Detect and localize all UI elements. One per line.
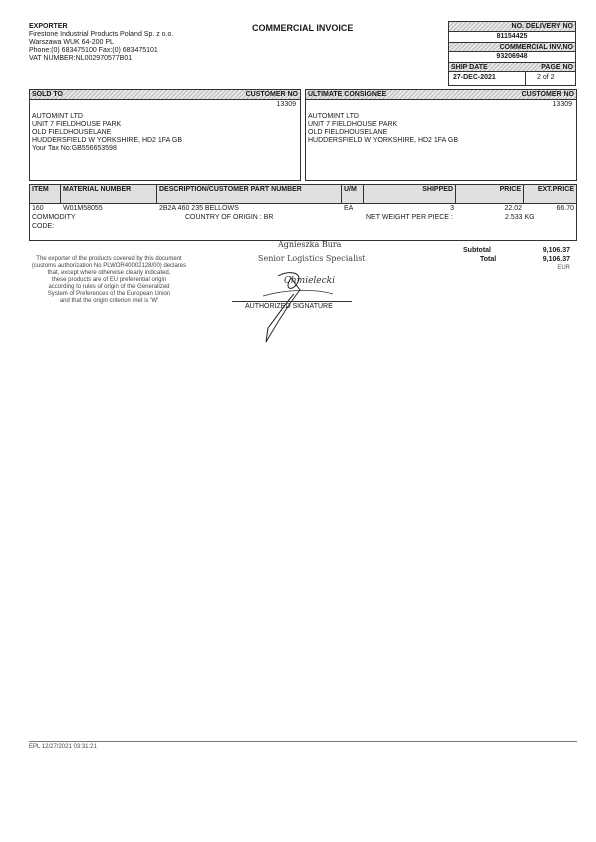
total-label: Total (480, 256, 497, 263)
declaration-line: The exporter of the products covered by this document (36, 256, 182, 262)
subtotal-label: Subtotal (463, 247, 491, 254)
net-weight-label: NET WEIGHT PER PIECE : (366, 214, 453, 221)
exporter-line: VAT NUMBER:NL002970577B01 (29, 55, 133, 62)
exporter-heading: EXPORTER (29, 23, 68, 30)
col-ext-price: EXT.PRICE (524, 185, 576, 203)
address-line: AUTOMINT LTD (32, 113, 83, 120)
divider (525, 72, 526, 86)
declaration-line: that, except where otherwise clearly indicated, (47, 270, 171, 276)
net-weight-value: 2.533 KG (505, 214, 535, 221)
col-shipped: SHIPPED (364, 185, 456, 203)
declaration-line: according to rules of origin of the Generalized (48, 284, 170, 290)
address-line: AUTOMINT LTD (308, 113, 359, 120)
ultimate-label: ULTIMATE CONSIGNEE (308, 91, 387, 98)
row-description: 2B2A 460 235 BELLOWS (159, 205, 239, 212)
address-line: HUDDERSFIELD W YORKSHIRE, HD2 1FA GB (308, 137, 459, 144)
subtotal-value: 9,106.37 (542, 247, 570, 254)
invoice-number: 93206948 (496, 53, 528, 60)
address-line: OLD FIELDHOUSELANE (32, 129, 112, 136)
date-page-header (449, 62, 575, 72)
invoice-label: COMMERCIAL INV.NO (449, 42, 575, 52)
row-item: 160 (32, 205, 44, 212)
commodity-label: COMMODITY (32, 214, 76, 221)
address-line: UNIT 7 FIELDHOUSE PARK (308, 121, 398, 128)
ultimate-customer-label: CUSTOMER NO (521, 91, 574, 98)
address-line: HUDDERSFIELD W YORKSHIRE, HD2 1FA GB (32, 137, 183, 144)
exporter-line: Warszawa WUK 64-200 PL (29, 39, 114, 46)
sold-to-header (30, 90, 300, 100)
page-label: PAGE NO (541, 64, 573, 71)
footer-rule (29, 741, 577, 742)
declaration-line: and that the origin criterion met is 'W' (59, 298, 159, 304)
ultimate-consignee-box (305, 89, 577, 181)
sold-to-customer-label: CUSTOMER NO (245, 91, 298, 98)
total-value: 9,106.37 (542, 256, 570, 263)
currency: EUR (557, 265, 570, 271)
ultimate-header (306, 90, 576, 100)
declaration-line: (customs authorization No PLWOR40002128/00) declares (31, 263, 187, 269)
row-uom: EA (344, 205, 354, 212)
declaration-line: these products are of EU preferential origin (51, 277, 167, 283)
row-material: W01M58055 (63, 205, 103, 212)
authorized-signature-label: AUTHORIZED SIGNATURE (245, 303, 333, 310)
ultimate-customer-number: 13309 (552, 101, 572, 108)
delivery-label: NO. DELIVERY NO (449, 22, 575, 32)
col-description: DESCRIPTION/CUSTOMER PART NUMBER (157, 185, 342, 203)
sold-to-label: SOLD TO (32, 91, 63, 98)
stamp-title: Senior Logistics Specialist (258, 254, 366, 263)
sold-to-customer-number: 13309 (276, 101, 296, 108)
signature-line (232, 301, 352, 302)
ship-date-label: SHIP DATE (451, 64, 488, 71)
handwritten-signature: Chmielecki (284, 276, 335, 286)
sold-to-address (32, 113, 182, 153)
address-line: Your Tax No:GB556653598 (32, 145, 117, 152)
col-material: MATERIAL NUMBER (61, 185, 157, 203)
country-of-origin: COUNTRY OF ORIGIN : BR (185, 214, 274, 221)
line-items-table (29, 184, 577, 241)
address-line: UNIT 7 FIELDHOUSE PARK (32, 121, 122, 128)
row-shipped: 3 (450, 205, 454, 212)
exporter-line: Firestone Industrial Products Poland Sp. z o.o. (29, 31, 174, 38)
ultimate-address (308, 113, 458, 145)
code-label: CODE: (32, 223, 55, 230)
row-ext-price: 66.70 (556, 205, 574, 212)
document-title: COMMERCIAL INVOICE (252, 23, 354, 33)
address-line: OLD FIELDHOUSELANE (308, 129, 388, 136)
declaration-line: System of Preferences of the European Union (47, 291, 171, 297)
signature-stamp (258, 240, 388, 350)
sold-to-box (29, 89, 301, 181)
delivery-number: 81154425 (496, 33, 528, 40)
footer-timestamp: EPL 12/27/2021 03:31:21 (29, 744, 97, 750)
stamp-name: Agnieszka Bura (278, 240, 342, 249)
ship-date: 27-DEC-2021 (453, 74, 496, 81)
exporter-line: Phone:(0) 683475100 Fax:(0) 683475101 (29, 47, 158, 54)
origin-declaration (29, 256, 189, 305)
col-uom: U/M (342, 185, 364, 203)
page-number: 2 of 2 (537, 74, 555, 81)
col-item: ITEM (30, 185, 61, 203)
exporter-block (29, 23, 239, 63)
col-price: PRICE (456, 185, 524, 203)
reference-box (448, 21, 576, 86)
row-price: 22.02 (504, 205, 522, 212)
